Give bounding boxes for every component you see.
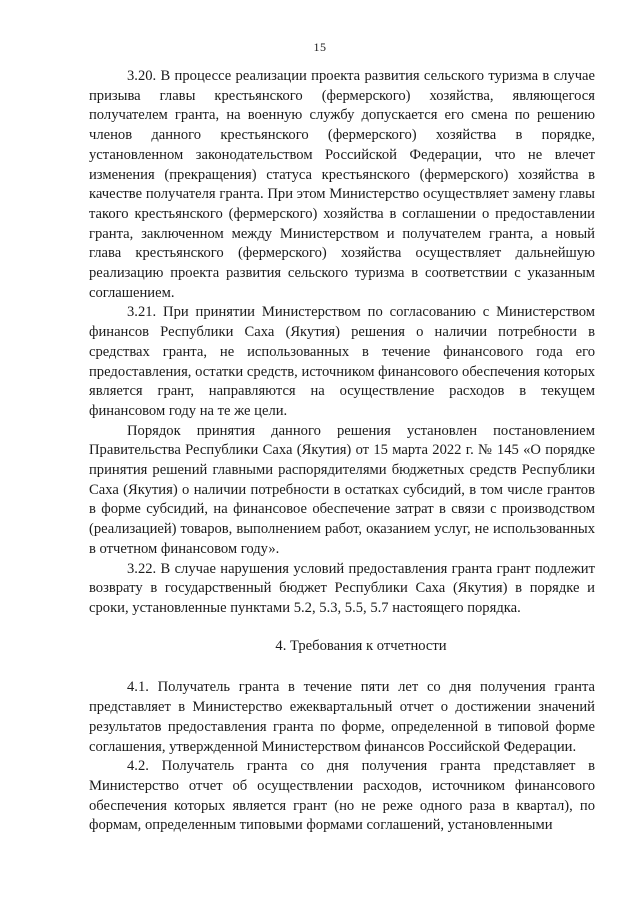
paragraph-3-20: 3.20. В процессе реализации проекта развития сельского туризма в случае призыва главы крестьянского (фермерского) хозяйства, являющегося получателем гранта, на военную службу допускается его смена по решению членов данного крестьянского (фермерского) хозяйства в порядке, установленном законодательством Российской Федерации, что не влечет изменения (прекращения) статуса крестьянского (фермерского) хозяйства в качестве получателя гранта. При этом Министерство осуществляет замену главы такого крестьянского (фермерского) хозяйства в соглашении о предоставлении гранта, заключенном между Министерством и получателем гранта, а новый глава крестьянского (фермерского) хозяйства осуществляет дальнейшую реализацию проекта развития сельского туризма в соответствии с указанным соглашением.	[89, 68, 595, 301]
paragraph-decision-order: Порядок принятия данного решения установлен постановлением Правительства Республики Саха (Якутия) от 15 марта 2022 г. № 145 «О порядке принятия решений главными распорядителями бюджетных средств Республики Саха (Якутия) о наличии потребности в остатках субсидий, в том числе грантов в форме субсидий, на финансовое обеспечение затрат в связи с производством (реализацией) товаров, выполнением работ, оказанием услуг, не использованных в отчетном финансовом году».	[89, 422, 595, 557]
paragraph-3-21: 3.21. При принятии Министерством по согласованию с Министерством финансов Республики Саха (Якутия) решения о наличии потребности в средствах гранта, не использованных в течение финансового года его предоставления, остатки средств, источником финансового обеспечения которых является грант, направляются на осуществление расходов в текущем финансовом году на те же цели.	[89, 304, 595, 419]
paragraph-3-22: 3.22. В случае нарушения условий предоставления гранта грант подлежит возврату в государственный бюджет Республики Саха (Якутия) в порядке и сроки, установленные пунктами 5.2, 5.3, 5.5, 5.7 настоящего порядка.	[89, 560, 595, 616]
spacer	[89, 619, 595, 637]
document-body	[89, 67, 595, 836]
section-heading: 4. Требования к отчетности	[275, 637, 447, 654]
paragraph-4-1: 4.1. Получатель гранта в течение пяти лет со дня получения гранта представляет в Министерство ежеквартальный отчет о достижении значений результатов предоставления гранта по форме, определенной в типовой форме соглашения, утвержденной Министерством финансов Российской Федерации.	[89, 679, 595, 755]
spacer	[89, 656, 595, 678]
page-number: 15	[313, 40, 327, 54]
paragraph-4-2: 4.2. Получатель гранта со дня получения гранта представляет в Министерство отчет об осуществлении расходов, источником финансового обеспечения которых является грант (но не реже одного раза в квартал), по формам, определенным типовыми формами соглашений, установленными	[89, 758, 595, 834]
